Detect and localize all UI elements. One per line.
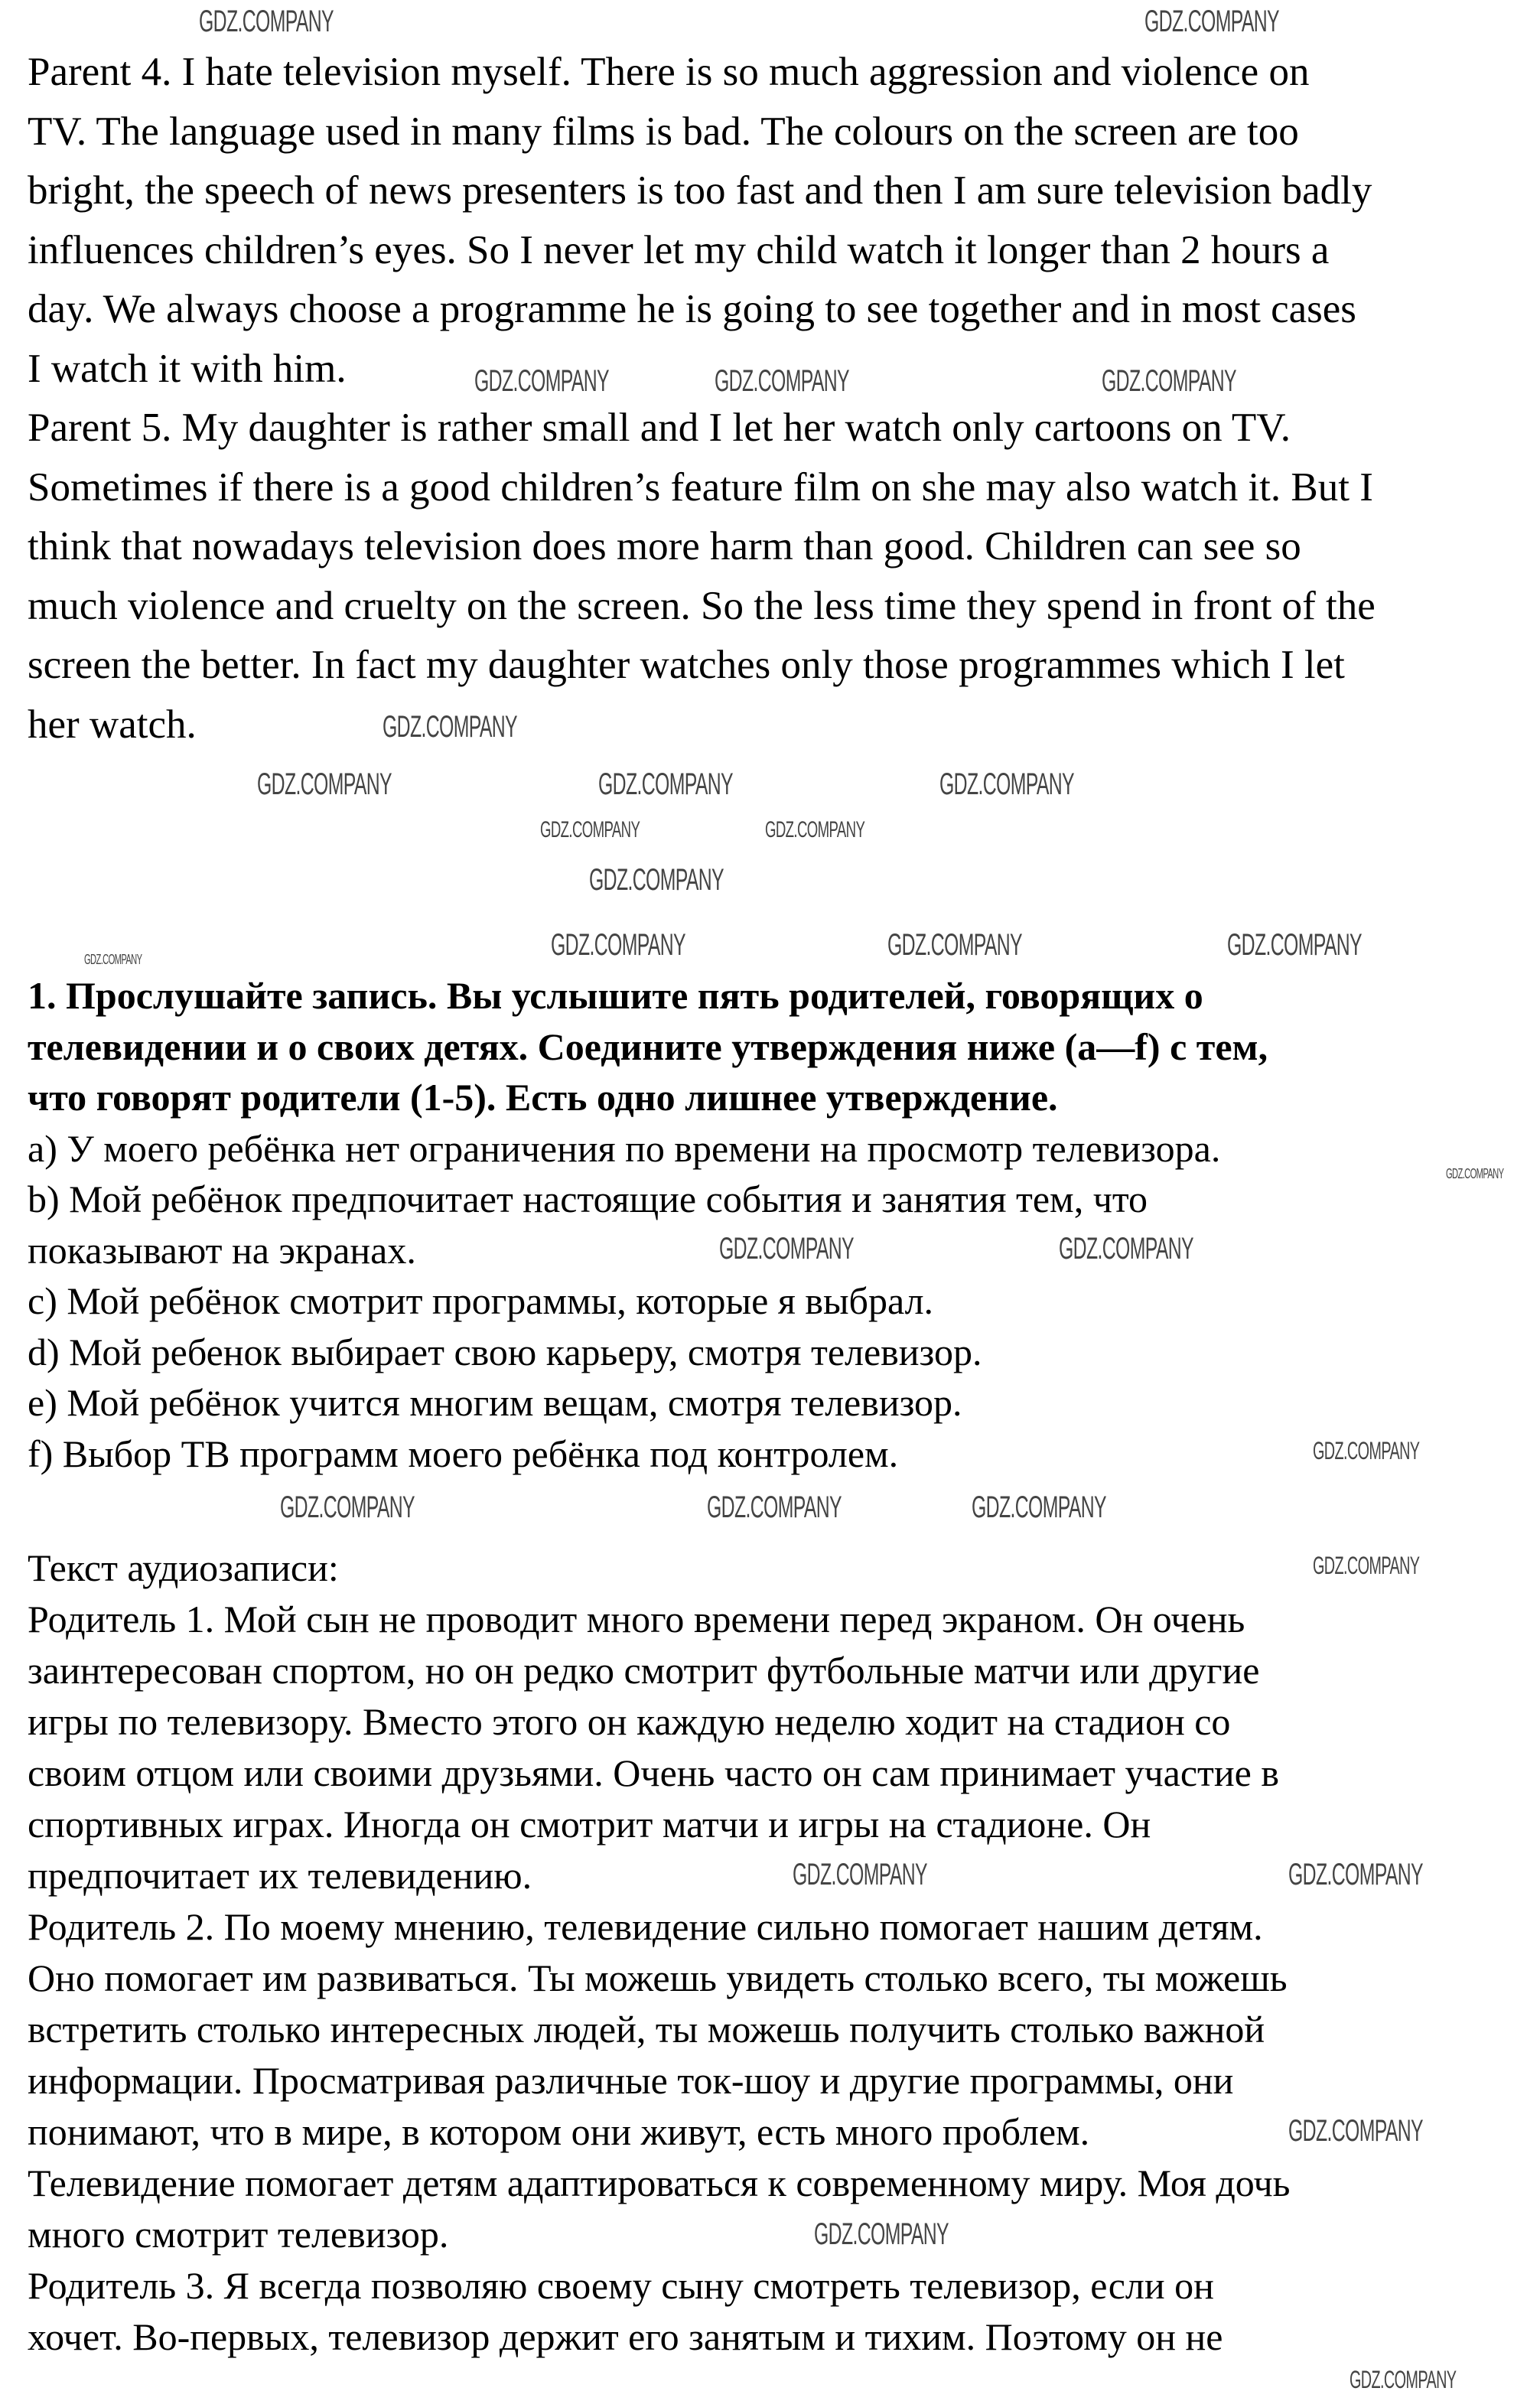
transcript-line: своим отцом или своими друзьями. Очень часто он сам принимает участие в	[28, 1751, 1279, 1794]
watermark: GDZ.COMPANY	[1446, 1166, 1504, 1181]
task-option-line: c) Мой ребёнок смотрит программы, которые я выбрал.	[28, 1279, 934, 1322]
transcript-line: Телевидение помогает детям адаптироваться к современному миру. Моя дочь	[28, 2162, 1291, 2204]
watermark: GDZ.COMPANY	[540, 817, 640, 842]
watermark: GDZ.COMPANY	[814, 2217, 949, 2251]
watermark: GDZ.COMPANY	[383, 710, 517, 744]
watermark: GDZ.COMPANY	[598, 767, 733, 801]
task-option-line: e) Мой ребёнок учится многим вещам, смотря телевизор.	[28, 1381, 962, 1424]
watermark: GDZ.COMPANY	[1313, 1552, 1420, 1579]
transcript-line: игры по телевизору. Вместо этого он каждую неделю ходит на стадион со	[28, 1700, 1231, 1743]
transcript-line: Оно помогает им развиваться. Ты можешь увидеть столько всего, ты можешь	[28, 1956, 1288, 1999]
transcript-line: Родитель 1. Мой сын не проводит много времени перед экраном. Он очень	[28, 1598, 1245, 1640]
watermark: GDZ.COMPANY	[589, 863, 724, 897]
watermark: GDZ.COMPANY	[1102, 364, 1236, 398]
watermark: GDZ.COMPANY	[715, 364, 849, 398]
watermark: GDZ.COMPANY	[972, 1490, 1106, 1524]
watermark: GDZ.COMPANY	[1227, 928, 1362, 962]
task-option-line: показывают на экранах.	[28, 1228, 416, 1272]
text-line: bright, the speech of news presenters is too fast and then I am sure television badly	[28, 168, 1372, 213]
task-heading-line: телевидении и о своих детях. Соедините утверждения ниже (a—f) с тем,	[28, 1025, 1268, 1068]
watermark: GDZ.COMPANY	[939, 767, 1074, 801]
transcript-line: информации. Просматривая различные ток-шоу и другие программы, они	[28, 2059, 1234, 2102]
watermark: GDZ.COMPANY	[474, 364, 609, 398]
text-line: think that nowadays television does more harm than good. Children can see so	[28, 524, 1301, 568]
text-line: screen the better. In fact my daughter watches only those programmes which I let	[28, 643, 1345, 687]
text-line: influences children’s eyes. So I never let my child watch it longer than 2 hours a	[28, 227, 1330, 272]
transcript-line: хочет. Во-первых, телевизор держит его занятым и тихим. Поэтому он не	[28, 2315, 1223, 2358]
task-block	[28, 970, 1535, 1479]
text-line: Sometimes if there is a good children’s feature film on she may also watch it. But I	[28, 464, 1373, 510]
watermark: GDZ.COMPANY	[1350, 2366, 1457, 2393]
watermark: GDZ.COMPANY	[257, 767, 392, 801]
watermark: GDZ.COMPANY	[1288, 1858, 1423, 1891]
watermark: GDZ.COMPANY	[1144, 5, 1279, 38]
text-line: much violence and cruelty on the screen. So the less time they spend in front of the	[28, 583, 1376, 628]
text-line: TV. The language used in many films is bad. The colours on the screen are too	[28, 109, 1299, 154]
task-option-line: a) У моего ребёнка нет ограничения по времени на просмотр телевизора.	[28, 1126, 1221, 1170]
transcript-line: встретить столько интересных людей, ты можешь получить столько важной	[28, 2008, 1265, 2051]
transcript-line: Текст аудиозаписи:	[28, 1546, 339, 1589]
task-option-line: d) Мой ребенок выбирает свою карьеру, смотря телевизор.	[28, 1330, 982, 1373]
task-option-line: b) Мой ребёнок предпочитает настоящие события и занятия тем, что	[28, 1178, 1148, 1220]
text-line: Parent 4. I hate television myself. There is so much aggression and violence on	[28, 50, 1310, 94]
transcript-line: Родитель 2. По моему мнению, телевидение сильно помогает нашим детям.	[28, 1905, 1263, 1948]
english-text-block	[28, 43, 1535, 754]
text-line: day. We always choose a programme he is going to see together and in most cases	[28, 287, 1356, 331]
transcript-line: предпочитает их телевидению.	[28, 1854, 532, 1897]
watermark: GDZ.COMPANY	[707, 1490, 842, 1524]
watermark: GDZ.COMPANY	[1313, 1437, 1420, 1464]
task-heading-line: что говорят родители (1-5). Есть одно лишнее утверждение.	[28, 1076, 1058, 1119]
text-line: Parent 5. My daughter is rather small and I let her watch only cartoons on TV.	[28, 406, 1291, 450]
watermark: GDZ.COMPANY	[793, 1858, 927, 1891]
transcript-line: много смотрит телевизор.	[28, 2213, 449, 2256]
transcript-line: спортивных играх. Иногда он смотрит матчи и игры на стадионе. Он	[28, 1803, 1151, 1846]
transcript-line: заинтересован спортом, но он редко смотрит футбольные матчи или другие	[28, 1649, 1260, 1692]
text-line: her watch.	[28, 702, 197, 747]
watermark: GDZ.COMPANY	[84, 952, 142, 967]
watermark: GDZ.COMPANY	[1288, 2114, 1423, 2148]
watermark: GDZ.COMPANY	[765, 817, 865, 842]
transcript-line: Родитель 3. Я всегда позволяю своему сыну смотреть телевизор, если он	[28, 2264, 1214, 2307]
task-option-line: f) Выбор ТВ программ моего ребёнка под контролем.	[28, 1432, 899, 1475]
text-line: I watch it with him.	[28, 346, 347, 391]
watermark: GDZ.COMPANY	[551, 928, 685, 962]
audio-transcript-block	[28, 1543, 1535, 2363]
watermark: GDZ.COMPANY	[887, 928, 1022, 962]
watermark: GDZ.COMPANY	[719, 1232, 854, 1266]
watermark: GDZ.COMPANY	[1059, 1232, 1193, 1266]
task-heading-line: 1. Прослушайте запись. Вы услышите пять родителей, говорящих о	[28, 974, 1203, 1017]
watermark: GDZ.COMPANY	[199, 5, 334, 38]
transcript-line: понимают, что в мире, в котором они живут, есть много проблем.	[28, 2110, 1090, 2153]
watermark: GDZ.COMPANY	[280, 1490, 415, 1524]
